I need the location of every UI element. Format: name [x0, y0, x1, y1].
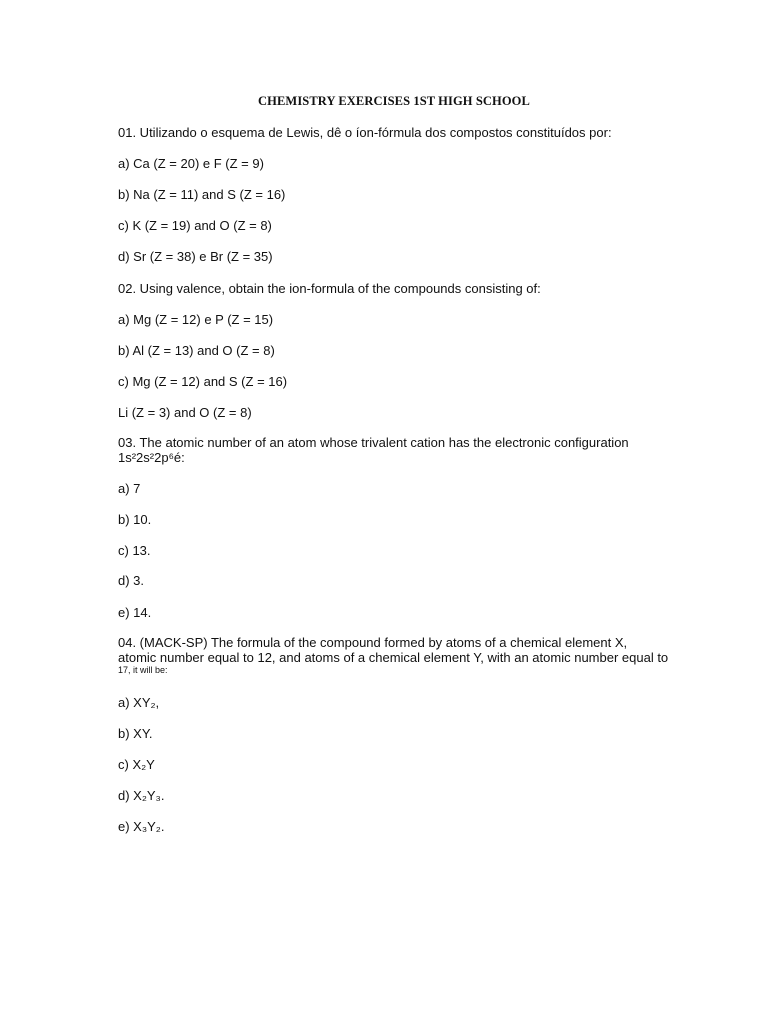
question-04-option-c: c) X₂Y: [118, 757, 155, 772]
question-04-option-d: d) X₂Y₃.: [118, 788, 165, 803]
question-04-line-1: 04. (MACK-SP) The formula of the compound formed by atoms of a chemical element X,: [118, 635, 628, 650]
question-01-option-b: b) Na (Z = 11) and S (Z = 16): [118, 187, 286, 202]
question-03-option-b: b) 10.: [118, 512, 152, 527]
question-04-option-b: b) XY.: [118, 726, 153, 741]
question-01-option-c: c) K (Z = 19) and O (Z = 8): [118, 218, 272, 233]
question-02-option-b: b) Al (Z = 13) and O (Z = 8): [118, 343, 275, 358]
question-03-option-a: a) 7: [118, 481, 141, 496]
question-03-option-c: c) 13.: [118, 543, 151, 558]
question-04-line-3: 17, it will be:: [118, 665, 168, 675]
question-03-option-d: d) 3.: [118, 573, 145, 588]
question-02: 02. Using valence, obtain the ion-formula of the compounds consisting of:: [118, 281, 541, 296]
question-03-option-e: e) 14.: [118, 605, 152, 620]
question-03-line-2: 1s²2s²2p⁶é:: [118, 450, 185, 465]
question-02-option-d: Li (Z = 3) and O (Z = 8): [118, 405, 252, 420]
question-01-option-a: a) Ca (Z = 20) e F (Z = 9): [118, 156, 264, 171]
question-02-option-a: a) Mg (Z = 12) e P (Z = 15): [118, 312, 274, 327]
question-01: 01. Utilizando o esquema de Lewis, dê o íon-fórmula dos compostos constituídos por:: [118, 125, 612, 140]
document-title: CHEMISTRY EXERCISES 1ST HIGH SCHOOL: [258, 94, 530, 108]
question-03-line-1: 03. The atomic number of an atom whose trivalent cation has the electronic configuration: [118, 435, 629, 450]
question-04-option-e: e) X₃Y₂.: [118, 819, 165, 834]
question-02-option-c: c) Mg (Z = 12) and S (Z = 16): [118, 374, 288, 389]
question-04-option-a: a) XY₂,: [118, 695, 160, 710]
question-04-line-2: atomic number equal to 12, and atoms of a chemical element Y, with an atomic number equal to: [118, 650, 669, 665]
question-01-option-d: d) Sr (Z = 38) e Br (Z = 35): [118, 249, 273, 264]
